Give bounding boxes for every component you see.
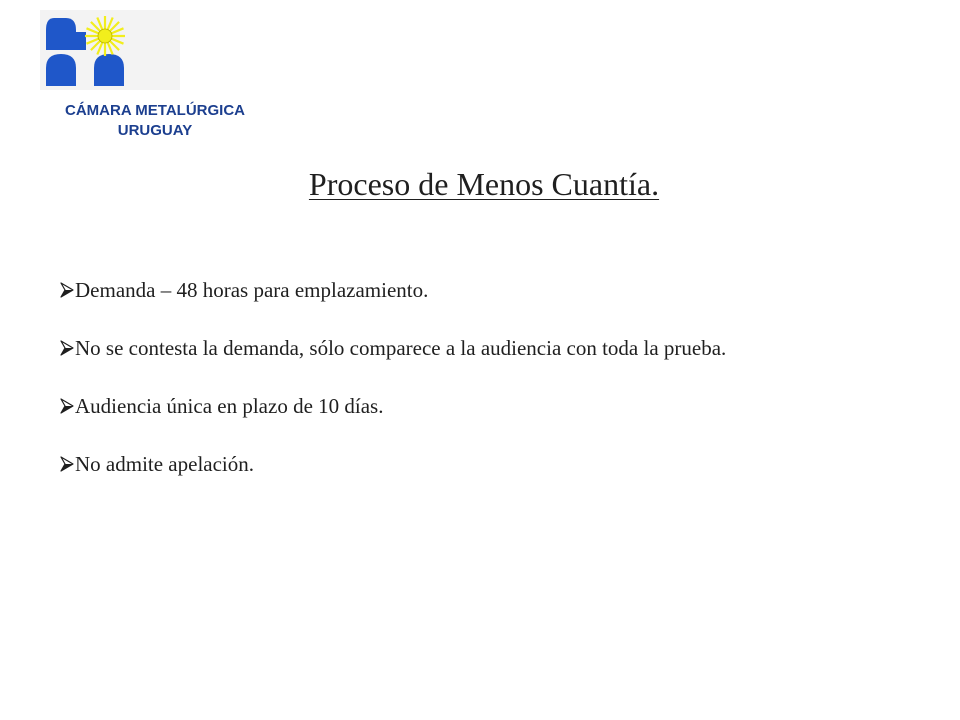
camara-metalurgica-logo-icon — [40, 10, 180, 90]
bullet-text-1: Demanda – 48 horas para emplazamiento. — [75, 278, 429, 302]
arrowhead-bullet-icon — [60, 282, 74, 298]
organization-name-line-1: CÁMARA METALÚRGICA — [65, 102, 245, 119]
organization-name-line-2: URUGUAY — [117, 122, 193, 139]
organization-name — [20, 101, 290, 141]
bullet-text-2: No se contesta la demanda, sólo comparece a la audiencia con toda la prueba. — [75, 336, 727, 360]
bullet-item-3 — [60, 392, 920, 420]
logo — [40, 10, 180, 90]
bullet-item-2 — [60, 334, 920, 362]
bullet-item-4 — [60, 450, 920, 478]
arrowhead-bullet-icon — [60, 340, 74, 356]
slide-title: Proceso de Menos Cuantía. — [308, 166, 660, 202]
bullet-list — [60, 276, 920, 508]
bullet-text-4: No admite apelación. — [75, 452, 255, 476]
bullet-item-1 — [60, 276, 920, 304]
arrowhead-bullet-icon — [60, 398, 74, 414]
arrowhead-bullet-icon — [60, 456, 74, 472]
bullet-text-3: Audiencia única en plazo de 10 días. — [75, 394, 384, 418]
